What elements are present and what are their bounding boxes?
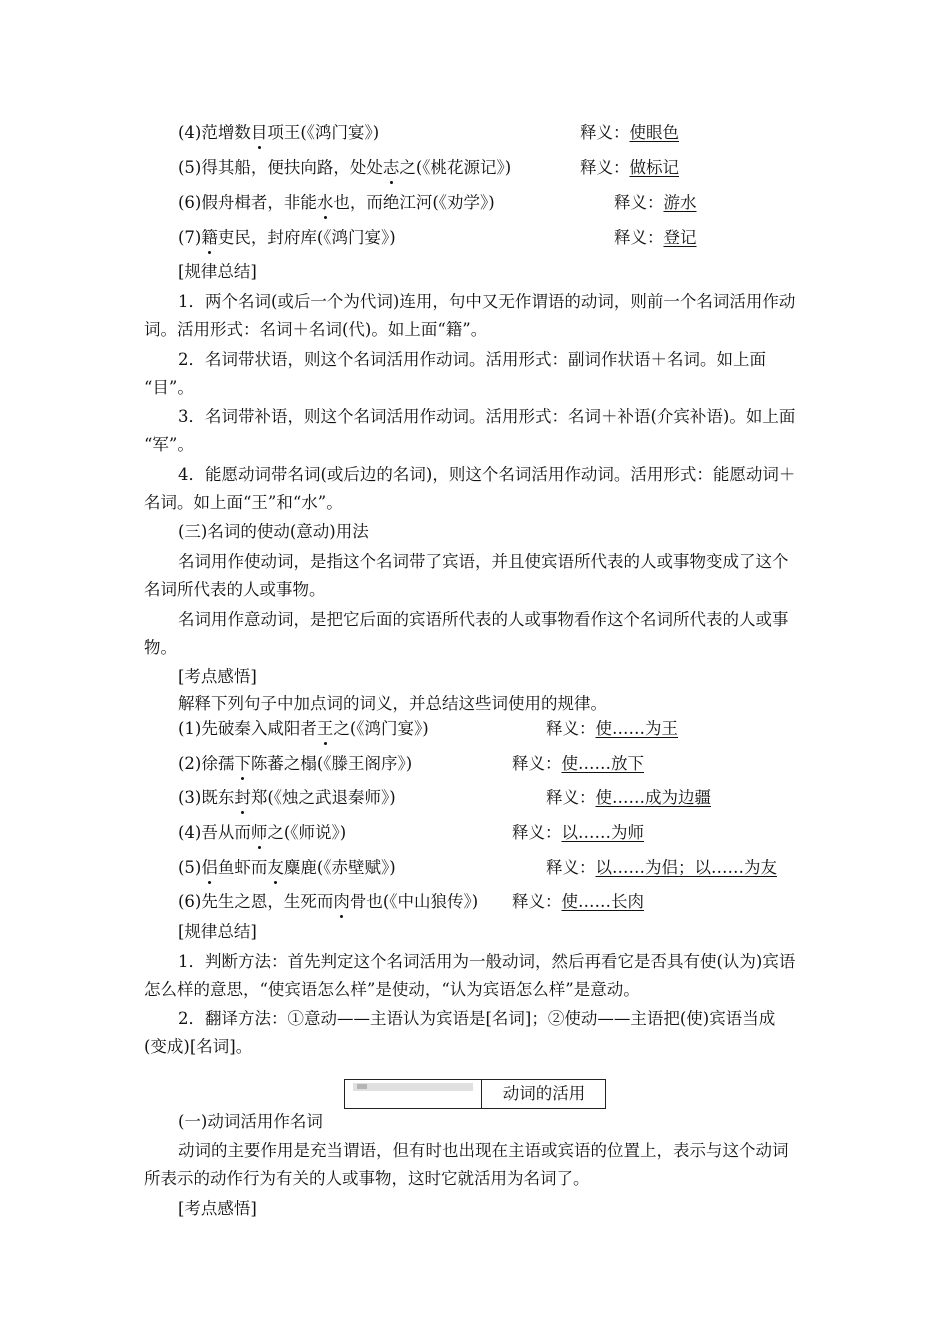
answer-text: 做标记 [629,158,679,177]
example-line: (6)先生之恩，生死而肉骨也(《中山狼传》) [178,892,479,911]
paragraph-text: 物。 [144,638,177,657]
section-title: 动词的活用 [502,1084,586,1103]
dotted-keyword: 目 [250,123,268,142]
rule-text: 词。活用形式：名词＋名词(代)。如上面“籍”。 [144,320,488,339]
paragraph-text: 名词用作使动词，是指这个名词带了宾语，并且使宾语所代表的人或事物变成了这个 [178,552,789,571]
example-line: (2)徐孺下陈蕃之榻(《滕王阁序》) [178,754,413,773]
answer-line: 释义：登记 [614,228,697,247]
dotted-keyword: 志 [382,158,400,177]
practice-heading: [考点感悟] [178,667,257,686]
rule-text: (变成)[名词]。 [144,1037,253,1056]
dotted-keyword: 水 [316,193,334,212]
rules-heading: [规律总结] [178,262,257,281]
section-heading: (三)名词的使动(意动)用法 [178,522,369,541]
answer-text: 登记 [663,228,697,247]
section-box-mark-icon [357,1084,367,1089]
answer-text: 使……放下 [561,754,644,773]
dotted-keyword: 师 [250,823,268,842]
answer-line: 释义：游水 [614,193,697,212]
example-line: (7)籍吏民，封府库(《鸿门宴》) [178,228,396,247]
dotted-keyword: 王 [316,719,334,738]
answer-text: 以……为侣；以……为友 [595,858,777,877]
rules-heading: [规律总结] [178,922,257,941]
practice-heading: [考点感悟] [178,1199,257,1218]
answer-text: 使……成为边疆 [595,788,711,807]
section-title-box [344,1079,606,1109]
example-line: (3)既东封郑(《烛之武退秦师》) [178,788,396,807]
answer-line: 释义：以……为师 [512,823,644,842]
paragraph-text: 动词的主要作用是充当谓语，但有时也出现在主语或宾语的位置上，表示与这个动词 [178,1141,789,1160]
rule-text: 怎么样的意思，“使宾语怎么样”是使动，“认为宾语怎么样”是意动。 [144,980,640,999]
answer-line: 释义：使……为王 [546,719,678,738]
section-heading: (一)动词活用作名词 [178,1112,323,1131]
rule-text: 2．翻译方法：①意动——主语认为宾语是[名词]；②使动——主语把(使)宾语当成 [178,1009,776,1028]
dotted-keyword: 下 [234,754,251,773]
answer-text: 使……为王 [595,719,678,738]
rule-text: “军”。 [144,435,194,454]
answer-line: 释义：使……放下 [512,754,644,773]
example-line: (5)侣鱼虾而友麋鹿(《赤壁赋》) [178,858,396,877]
answer-text: 使……长肉 [561,892,644,911]
example-line: (4)范增数目项王(《鸿门宴》) [178,123,380,142]
rule-text: 2．名词带状语，则这个名词活用作动词。活用形式：副词作状语＋名词。如上面 [178,350,766,369]
example-line: (1)先破秦入咸阳者王之(《鸿门宴》) [178,719,429,738]
paragraph-text: 名词用作意动词，是把它后面的宾语所代表的人或事物看作这个名词所代表的人或事 [178,610,789,629]
answer-line: 释义：做标记 [580,158,679,177]
rule-text: 名词。如上面“王”和“水”。 [144,493,343,512]
dotted-keyword: 侣 [201,858,218,877]
rule-text: 4．能愿动词带名词(或后边的名词)，则这个名词活用作动词。活用形式：能愿动词＋ [178,465,796,484]
answer-text: 使眼色 [629,123,679,142]
answer-line: 释义：使……成为边疆 [546,788,711,807]
rule-text: 1．两个名词(或后一个为代词)连用，句中又无作谓语的动词，则前一个名词活用作动 [178,292,796,311]
dotted-keyword: 友 [267,858,284,877]
answer-line: 释义：以……为侣；以……为友 [546,858,777,877]
paragraph-text: 名词所代表的人或事物。 [144,580,326,599]
rule-text: “目”。 [144,378,194,397]
section-box-banner [353,1083,473,1091]
instruction-text: 解释下列句子中加点词的词义，并总结这些词使用的规律。 [178,694,607,713]
answer-line: 释义：使眼色 [580,123,679,142]
dotted-keyword: 封 [234,788,251,807]
dotted-keyword: 肉 [333,892,350,911]
answer-text: 游水 [663,193,697,212]
section-box-label-cell [345,1080,482,1108]
rule-text: 1．判断方法：首先判定这个名词活用为一般动词，然后再看它是否具有使(认为)宾语 [178,952,796,971]
paragraph-text: 所表示的动作行为有关的人或事物，这时它就活用为名词了。 [144,1169,590,1188]
example-line: (5)得其船，便扶向路，处处志之(《桃花源记》) [178,158,512,177]
example-line: (6)假舟楫者，非能水也，而绝江河(《劝学》) [178,193,495,212]
dotted-keyword: 籍 [201,228,218,247]
answer-line: 释义：使……长肉 [512,892,644,911]
example-line: (4)吾从而师之(《师说》) [178,823,347,842]
answer-text: 以……为师 [561,823,644,842]
rule-text: 3．名词带补语，则这个名词活用作动词。活用形式：名词＋补语(介宾补语)。如上面 [178,407,796,426]
